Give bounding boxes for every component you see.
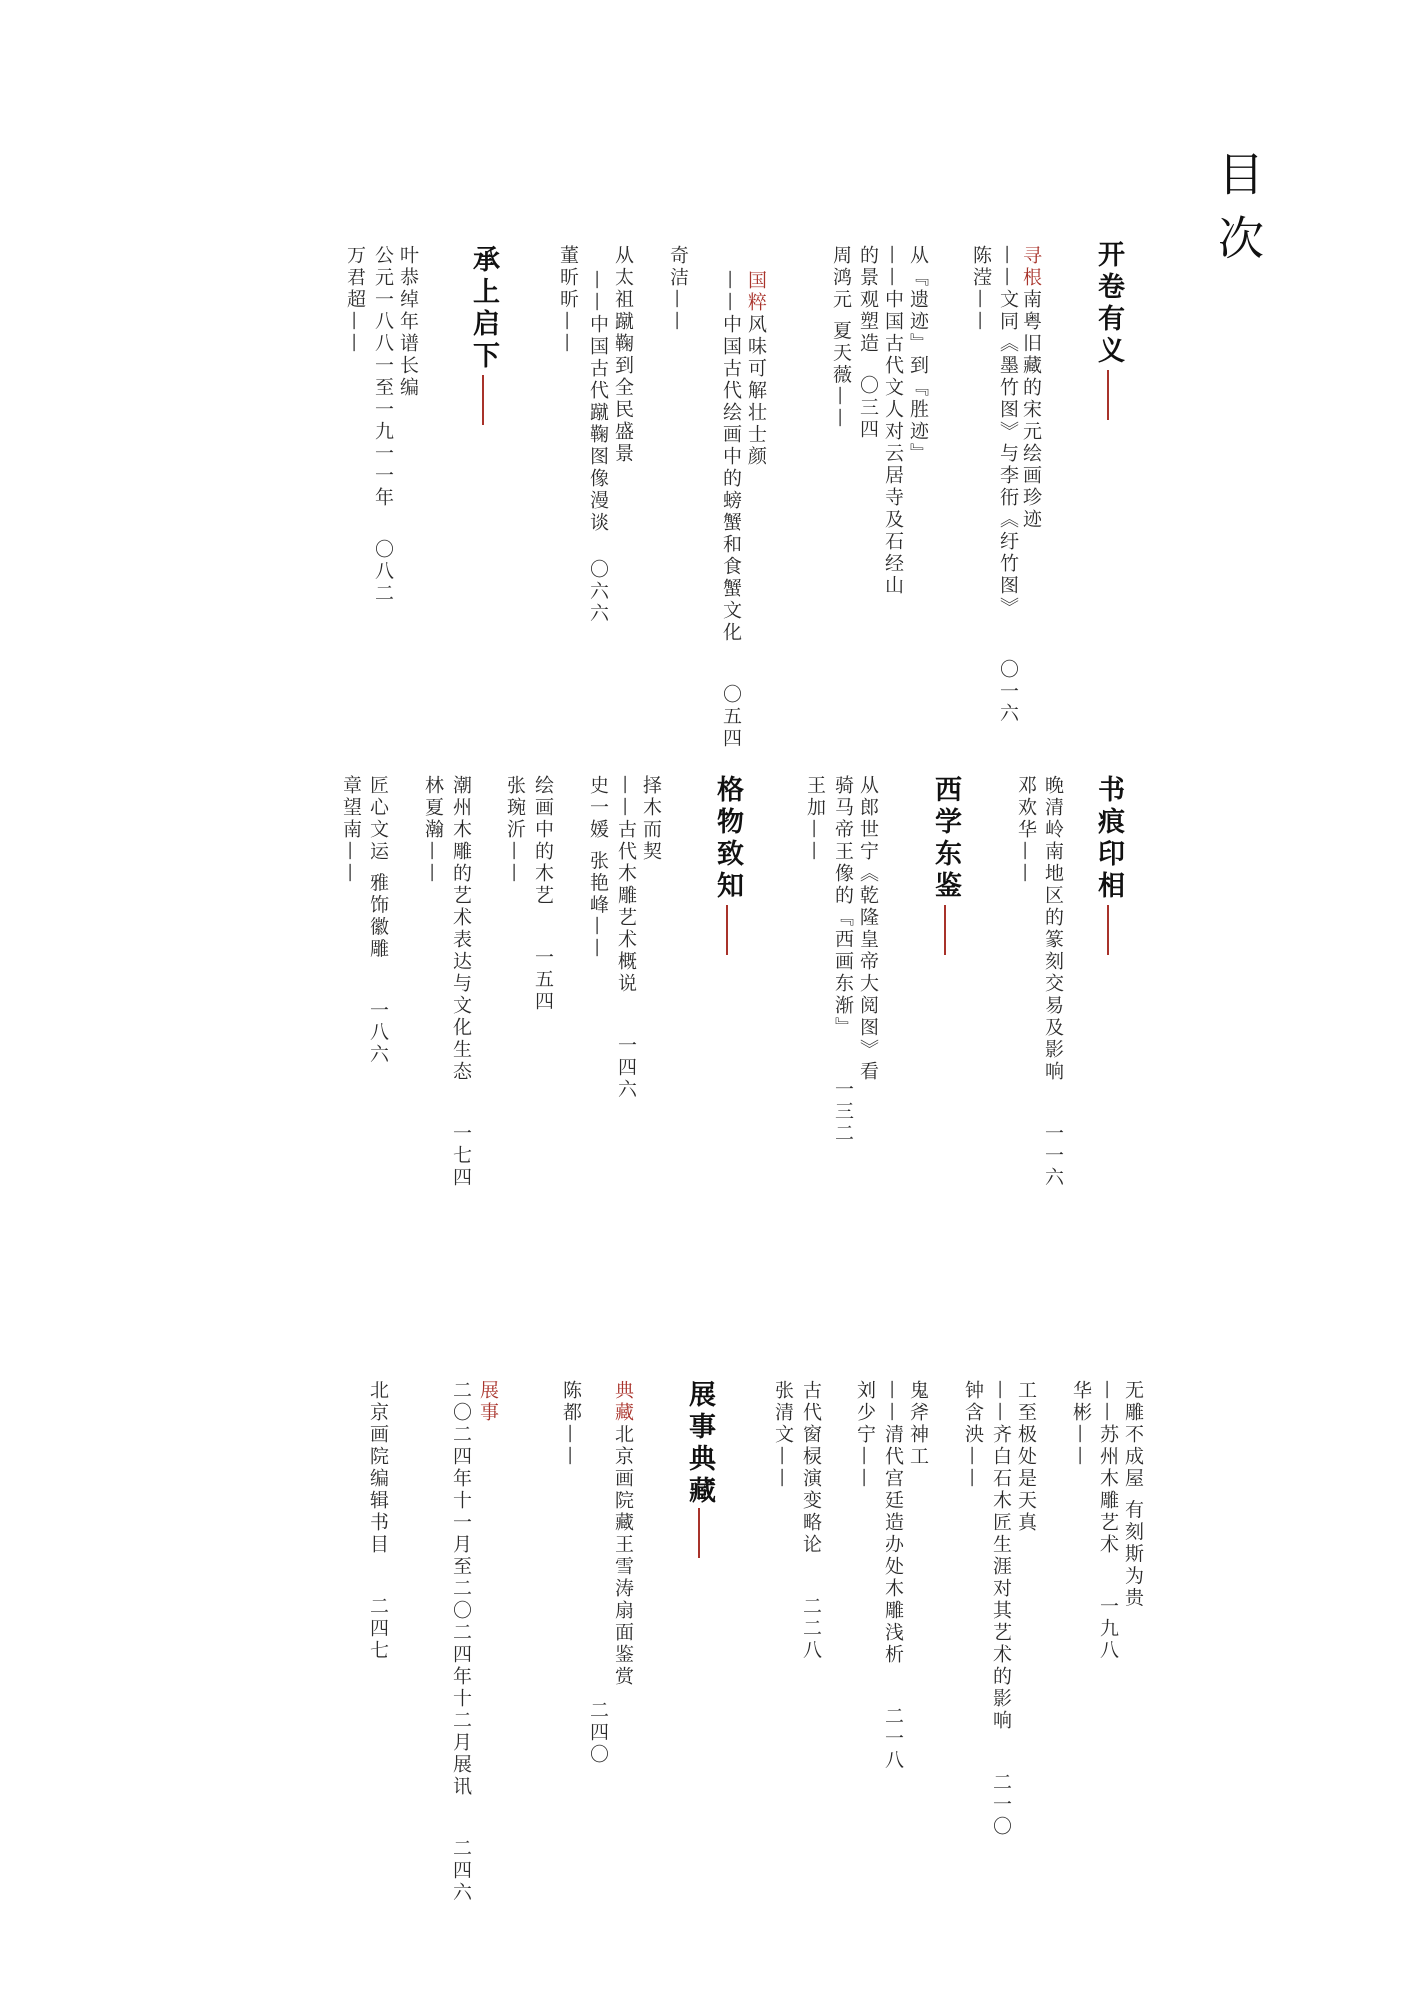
toc-entry[interactable] (1095, 1380, 1121, 1662)
entry-title: 绘画中的木艺 (532, 775, 554, 907)
toc-entry[interactable] (610, 1380, 636, 1688)
toc-entry[interactable] (1040, 775, 1066, 1189)
page-number: 二四〇 (587, 1700, 609, 1766)
toc-entry[interactable] (613, 775, 639, 1101)
entry-author: 张清文—— (772, 1380, 794, 1490)
entry-author: 张琬沂—— (504, 775, 526, 885)
entry-author: 陈都—— (560, 1380, 582, 1468)
toc-entry[interactable] (995, 245, 1021, 725)
entry-author: 陈滢—— (970, 245, 992, 333)
page-number: 〇五四 (720, 684, 742, 750)
section-rule (1107, 905, 1109, 955)
entry-title: 从郎世宁《乾隆皇帝大阅图》看 (857, 775, 879, 1083)
entry-author: 奇洁—— (667, 245, 689, 333)
toc-entry[interactable] (743, 270, 769, 468)
toc-entry[interactable] (1018, 245, 1044, 531)
entry-title: 叶恭绰年谱长编 (397, 245, 419, 399)
page-number: 二一〇 (990, 1772, 1012, 1838)
toc-entry[interactable] (448, 1380, 474, 1904)
section-title-xixue: 西学东鉴 (930, 775, 961, 903)
entry-author: 万君超—— (344, 245, 366, 355)
toc-entry[interactable] (905, 245, 931, 465)
toc-entry[interactable] (855, 245, 881, 441)
entry-title: 择木而契 (640, 775, 662, 863)
section-rule (698, 1508, 700, 1558)
entry-title: 南粤旧藏的宋元绘画珍迹 (1020, 289, 1042, 531)
section-title-chengshang: 承上启下 (468, 245, 499, 373)
entry-title: 二〇二四年十一月至二〇二四年十二月展讯 (450, 1380, 472, 1798)
category-tag: 展事 (477, 1380, 499, 1424)
page-number: 〇一六 (997, 659, 1019, 725)
section-rule (944, 905, 946, 955)
category-tag: 典藏 (612, 1380, 634, 1424)
entry-author: 章望南—— (340, 775, 362, 885)
page-number: 一九八 (1097, 1596, 1119, 1662)
entry-author: 华彬—— (1070, 1380, 1092, 1468)
entry-author: 王加—— (804, 775, 826, 863)
toc-entry[interactable] (880, 1380, 906, 1772)
page-number: 二四六 (450, 1838, 472, 1904)
entry-subtitle: ——古代木雕艺术概说 (615, 775, 637, 995)
toc-entry[interactable] (530, 775, 556, 1013)
section-title-shuhen: 书痕印相 (1093, 775, 1124, 903)
entry-author: 董昕昕—— (557, 245, 579, 355)
entry-title: 工至极处是天真 (1015, 1380, 1037, 1534)
entry-title: 从『遗迹』到『胜迹』 (907, 245, 929, 465)
entry-subtitle: 的景观塑造 (857, 245, 879, 355)
category-tag: 国粹 (745, 270, 767, 314)
entry-subtitle: ——中国古代蹴鞠图像漫谈 (587, 270, 609, 534)
toc-entry[interactable] (718, 270, 744, 750)
section-title-kaijuan: 开卷有义 (1093, 240, 1124, 368)
toc-entry[interactable] (370, 245, 396, 605)
entry-title: 无雕不成屋 有刻斯为贵 (1122, 1380, 1144, 1610)
toc-entry[interactable] (830, 775, 856, 1145)
entry-title: 北京画院藏王雪涛扇面鉴赏 (612, 1424, 634, 1688)
entry-subtitle: 公元一八八一至一九一一年 (372, 245, 394, 509)
entry-title: 北京画院编辑书目 (367, 1380, 389, 1556)
entry-author: 邓欢华—— (1015, 775, 1037, 885)
page-number: 一四六 (615, 1035, 637, 1101)
toc-entry[interactable] (638, 775, 664, 863)
section-rule (482, 375, 484, 425)
entry-subtitle: ——齐白石木匠生涯对其艺术的影响 (990, 1380, 1012, 1732)
entry-subtitle: ——文同《墨竹图》与李衎《纡竹图》 (997, 245, 1019, 619)
entry-subtitle: ——中国古代文人对云居寺及石经山 (882, 245, 904, 597)
entry-title: 风味可解壮士颜 (745, 314, 767, 468)
entry-author: 刘少宁—— (854, 1380, 876, 1490)
entry-author: 钟含泱—— (962, 1380, 984, 1490)
page-number: 一一六 (1042, 1123, 1064, 1189)
page-number: 一八六 (367, 1000, 389, 1067)
toc-entry[interactable] (855, 775, 881, 1083)
toc-entry[interactable] (395, 245, 421, 399)
toc-entry[interactable] (1013, 1380, 1039, 1534)
section-rule (726, 905, 728, 955)
toc-entry[interactable] (905, 1380, 931, 1468)
entry-subtitle: ——清代宫廷造办处木雕浅析 (882, 1380, 904, 1666)
page-title: 目次 (1211, 150, 1265, 278)
entry-title: 潮州木雕的艺术表达与文化生态 (450, 775, 472, 1083)
toc-entry[interactable] (448, 775, 474, 1189)
page-number: 〇八二 (372, 539, 394, 605)
toc-entry[interactable] (798, 1380, 824, 1662)
entry-subtitle: 骑马帝王像的『西画东渐』 (832, 775, 854, 1039)
entry-title: 晚清岭南地区的篆刻交易及影响 (1042, 775, 1064, 1083)
entry-title: 鬼斧神工 (907, 1380, 929, 1468)
entry-author: 林夏瀚—— (422, 775, 444, 885)
toc-entry[interactable] (365, 1380, 391, 1662)
toc-entry[interactable] (1120, 1380, 1146, 1609)
entry-subtitle: ——苏州木雕艺术 (1097, 1380, 1119, 1556)
toc-entry[interactable] (475, 1380, 501, 1424)
page-number: 二二八 (800, 1596, 822, 1662)
toc-entry[interactable] (365, 775, 391, 1066)
toc-entry[interactable] (988, 1380, 1014, 1838)
page-number: 〇六六 (587, 559, 609, 625)
page-number: 二一八 (882, 1706, 904, 1772)
entry-author: 周鸿元 夏天薇—— (830, 245, 852, 431)
page-number: 二四七 (367, 1596, 389, 1662)
toc-entry[interactable] (585, 270, 611, 625)
page-number: 一三二 (832, 1079, 854, 1145)
toc-entry[interactable] (610, 245, 636, 465)
entry-title: 古代窗棂演变略论 (800, 1380, 822, 1556)
section-title-zhanshi: 展事典藏 (684, 1380, 715, 1508)
entry-author: 史一媛 张艳峰—— (587, 775, 609, 961)
entry-subtitle: ——中国古代绘画中的螃蟹和食蟹文化 (720, 270, 742, 644)
entry-title: 匠心文运 雅饰徽雕 (367, 775, 389, 961)
category-tag: 寻根 (1020, 245, 1042, 289)
toc-entry[interactable] (585, 1380, 611, 1766)
page-number: 〇三四 (857, 375, 879, 441)
section-rule (1107, 370, 1109, 420)
page-number: 一七四 (450, 1123, 472, 1189)
entry-title: 从太祖蹴鞠到全民盛景 (612, 245, 634, 465)
section-title-gewu: 格物致知 (712, 775, 743, 903)
page-number: 一五四 (532, 947, 554, 1013)
